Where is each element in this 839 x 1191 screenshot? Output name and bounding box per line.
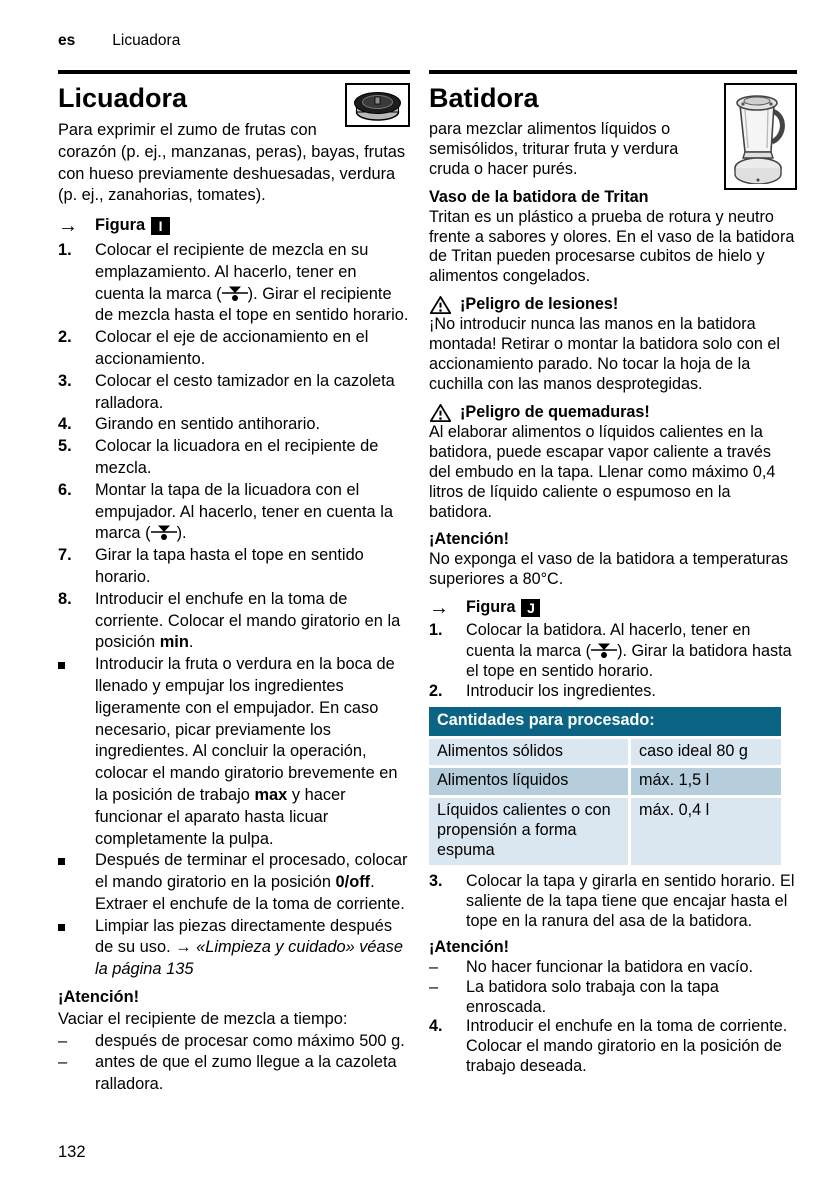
figure-label: Figura [466, 598, 516, 617]
step-number: 4. [58, 415, 72, 434]
dash-text: antes de que el zumo llegue a la cazoleta ralladora. [95, 1053, 397, 1094]
bold-keyword-max: max [254, 785, 288, 804]
step-item [58, 371, 410, 415]
step-number: 2. [58, 328, 72, 347]
step-item [58, 480, 410, 545]
step-number: 3. [58, 371, 72, 390]
bullet-item [58, 654, 410, 850]
figure-badge-j: J [521, 599, 540, 617]
dash-glyph: – [58, 1053, 68, 1072]
column-licuadora [58, 70, 410, 1096]
page-number: 132 [58, 1143, 86, 1161]
step-item [58, 545, 410, 589]
step-text: Montar la tapa de la licuadora con el empujador. Al hacerlo, tener en cuenta la marca ( [95, 480, 393, 543]
juicer-disc-image [345, 83, 410, 127]
dash-glyph: – [429, 977, 439, 996]
step-number: 4. [429, 1017, 443, 1036]
step-number: 7. [58, 546, 72, 565]
bullet-item [58, 850, 410, 915]
processing-quantities-table [429, 707, 781, 865]
step-number: 5. [58, 437, 72, 456]
figure-reference-right [429, 598, 797, 618]
step-number: 6. [58, 480, 72, 499]
warning-text-burns: Al elaborar alimentos o líquidos calientes en la batidora, puede escapar vapor caliente a través del embudo en la tapa. Llenar como máximo 0,4 litros de líquido caliente o espumoso en la batidora. [429, 422, 776, 521]
step-number: 8. [58, 589, 72, 608]
dash-text: La batidora solo trabaja con la tapa enroscada. [466, 977, 719, 1016]
step-number: 1. [58, 240, 72, 259]
warning-triangle-icon [429, 403, 452, 423]
bold-keyword-min: min [159, 633, 189, 652]
attention-title: ¡Atención! [429, 530, 510, 549]
attention-intro: Vaciar el recipiente de mezcla a tiempo: [58, 1009, 348, 1028]
dash-item [429, 978, 797, 1018]
arrow-icon: → [175, 938, 192, 957]
step-number: 2. [429, 681, 443, 700]
warning-text-injury: ¡No introducir nunca las manos en la batidora montada! Retirar o montar la batidora solo con el accionamiento parado. No tocar la hoja de la cuchilla con las manos desprotegidas. [429, 315, 780, 393]
section-title-licuadora: Licuadora [58, 83, 188, 113]
page-header [58, 32, 180, 50]
bullet-text: Después de terminar el procesado, colocar el mando giratorio en la posición [95, 851, 408, 892]
table-cell: caso ideal 80 g [631, 739, 781, 766]
bold-keyword-0off: 0/off [335, 873, 371, 892]
arrow-icon: → [58, 215, 78, 238]
column-batidora [429, 70, 797, 1077]
figure-label: Figura [95, 216, 146, 235]
step-text: Colocar la licuadora en el recipiente de mezcla. [95, 437, 379, 477]
bullet-square-icon [58, 858, 65, 865]
step-text: ). [176, 524, 187, 543]
step-text: Girando en sentido antihorario. [95, 415, 321, 434]
step-item [58, 240, 410, 327]
column-rule [429, 70, 797, 74]
alignment-mark-icon [591, 641, 617, 659]
step-text: Introducir el enchufe en la toma de corriente. Colocar el mando giratorio en la posición de trabajo deseada. [466, 1017, 788, 1076]
bullet-text: . Extraer el enchufe de la toma de corriente. [95, 873, 405, 913]
step-item [58, 436, 410, 480]
bullet-item [58, 916, 410, 981]
table-header: Cantidades para procesado: [429, 707, 781, 736]
juicer-disc-icon [350, 88, 405, 122]
dash-glyph: – [429, 957, 439, 976]
table-cell: Líquidos calientes o con propensión a forma espuma [429, 798, 628, 865]
step-text: Introducir los ingredientes. [466, 681, 656, 700]
step-text: ). Girar la batidora hasta el tope en sentido horario. [466, 641, 792, 680]
step-text: Colocar el recipiente de mezcla en su emplazamiento. Al hacerlo, tener en cuenta la marca ( [95, 240, 369, 303]
step-item [58, 414, 410, 436]
bullet-square-icon [58, 662, 65, 669]
batidora-intro: para mezclar alimentos líquidos o semisólidos, triturar fruta y verdura cruda o hacer purés. [429, 120, 679, 178]
warning-title: ¡Peligro de lesiones! [460, 295, 619, 314]
step-item [429, 872, 797, 932]
warning-triangle-icon [429, 295, 452, 315]
blender-icon [731, 90, 791, 184]
table-cell: Alimentos líquidos [429, 768, 628, 795]
warning-heading-injury [429, 295, 797, 315]
step-item [58, 589, 410, 654]
step-text: ). Girar el recipiente de mezcla hasta el tope en sentido horario. [95, 284, 409, 325]
figure-reference-left [58, 215, 410, 237]
section-title-batidora: Batidora [429, 83, 539, 113]
dash-item [58, 1031, 410, 1053]
cross-reference-cleaning: «Limpieza y cuidado» véase la página 135 [95, 938, 403, 979]
alignment-mark-icon [222, 284, 248, 302]
alignment-mark-icon [151, 523, 177, 541]
language-code: es [58, 32, 76, 49]
figure-badge-i: I [151, 217, 170, 235]
arrow-icon: → [429, 597, 449, 620]
bullet-square-icon [58, 924, 65, 931]
dash-item [58, 1052, 410, 1096]
step-text: . [188, 633, 194, 652]
step-number: 1. [429, 621, 443, 640]
table-cell: Alimentos sólidos [429, 739, 628, 766]
tritan-text: Tritan es un plástico a prueba de rotura y neutro frente a sabores y olores. En el vaso de la batidora de Tritan pueden procesarse cubitos de hielo y alimentos congelados. [429, 207, 795, 286]
bullet-text: Introducir la fruta o verdura en la boca de llenado y empujar los ingredientes ligeramente con el empujador. En caso necesario, picar previamente los ingredientes. Al concluir la operación, colocar el mando giratorio brevemente en la posición de trabajo [95, 655, 398, 804]
step-item [429, 1017, 797, 1077]
warning-heading-burns [429, 403, 797, 423]
step-item [429, 621, 797, 682]
dash-glyph: – [58, 1031, 68, 1050]
step-number: 3. [429, 872, 443, 891]
step-text: Introducir el enchufe en la toma de corriente. Colocar el mando giratorio en la posición [95, 589, 401, 652]
tritan-subheading: Vaso de la batidora de Tritan [429, 187, 649, 206]
step-text: Colocar el cesto tamizador en la cazoleta ralladora. [95, 371, 395, 412]
dash-item [429, 958, 797, 978]
step-text: Colocar la tapa y girarla en sentido horario. El saliente de la tapa tiene que encajar hasta el tope en la ranura del asa de la batidora. [466, 872, 795, 930]
attention-title: ¡Atención! [58, 988, 140, 1007]
step-item [58, 327, 410, 371]
column-rule [58, 70, 410, 74]
attention-title: ¡Atención! [429, 937, 510, 956]
dash-text: después de procesar como máximo 500 g. [95, 1031, 405, 1050]
step-text: Girar la tapa hasta el tope en sentido horario. [95, 546, 364, 586]
bullet-text: y hacer funcionar el aparato hasta licuar completamente la pulpa. [95, 785, 346, 848]
step-item [429, 682, 797, 702]
step-text: Colocar el eje de accionamiento en el accionamiento. [95, 328, 369, 368]
licuadora-intro: Para exprimir el zumo de frutas con corazón (p. ej., manzanas, peras), bayas, frutas con hueso previamente deshuesadas, verdura (p. ej., zanahorias, tomates). [58, 121, 406, 205]
blender-image [724, 83, 797, 190]
chapter-title: Licuadora [112, 32, 181, 49]
table-cell: máx. 1,5 l [631, 768, 781, 795]
step-text: Colocar la batidora. Al hacerlo, tener en cuenta la marca ( [466, 621, 751, 660]
table-cell: máx. 0,4 l [631, 798, 781, 865]
dash-text: No hacer funcionar la batidora en vacío. [466, 957, 754, 976]
attention-text: No exponga el vaso de la batidora a temperaturas superiores a 80°C. [429, 550, 789, 589]
warning-title: ¡Peligro de quemaduras! [460, 402, 650, 421]
bullet-text: Limpiar las piezas directamente después de su uso. [95, 916, 393, 957]
